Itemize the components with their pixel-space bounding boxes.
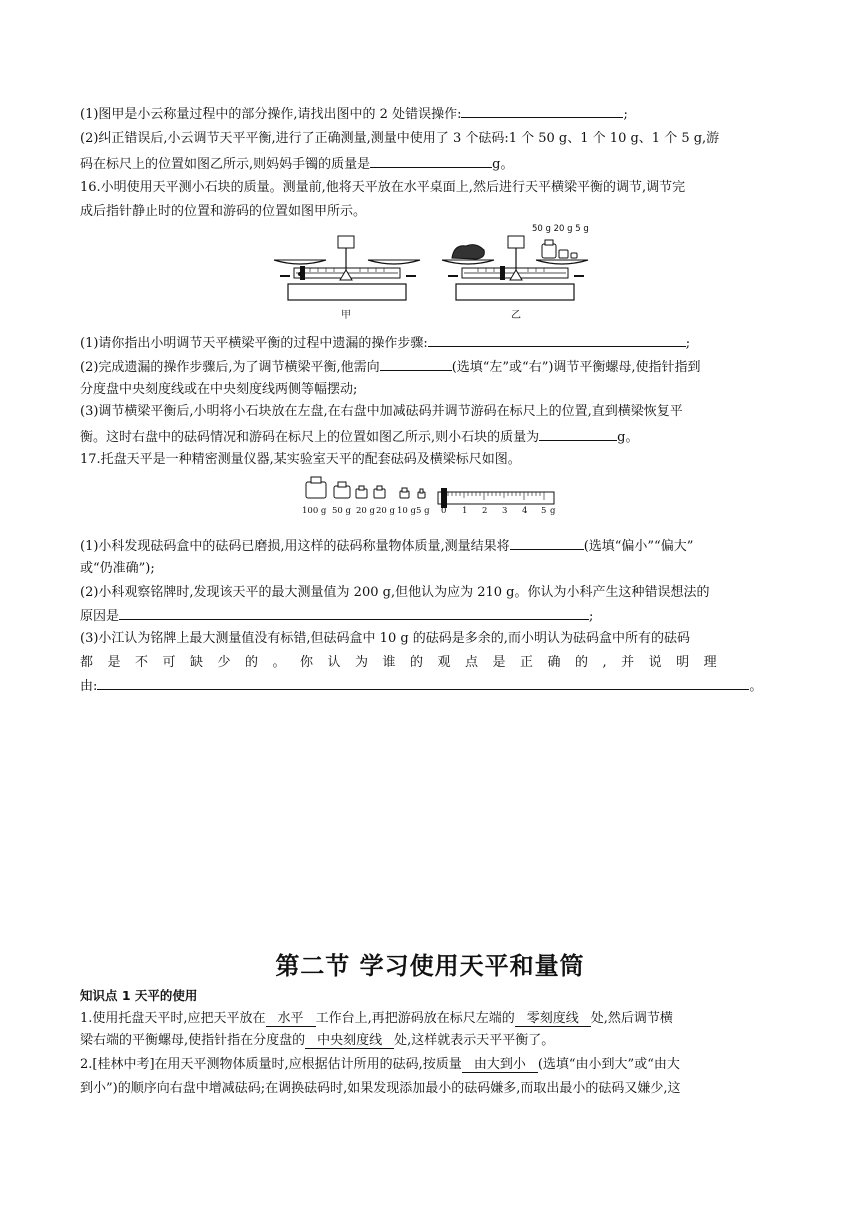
q15-part2-line1: (2)纠正错误后,小云调节天平平衡,进行了正确测量,测量中使用了 3 个砝码:1 个 50 g、1 个 10 g、1 个 5 g,游 — [80, 131, 720, 146]
knowledge-point-heading: 知识点 1 天平的使用 — [80, 988, 198, 1003]
answer-blank[interactable] — [428, 334, 686, 347]
answer-blank[interactable] — [461, 105, 623, 118]
weights-scale-figure: 100 g 50 g 20 g 20 g 10 g 5 g 0 1 2 3 4 5 g — [300, 474, 562, 520]
q17-part3-line2: 都是不可缺少的。你认为谁的观点是正确的,并说明理 — [80, 655, 732, 670]
balance-figure — [270, 222, 590, 321]
balance-illustration — [270, 222, 590, 318]
k1-line1: 1.使用托盘天平时,应把天平放在 水平 工作台上,再把游码放在标尺左端的 零刻度线 处,然后调节横 — [80, 1011, 673, 1026]
answer-blank[interactable] — [380, 358, 452, 371]
label-yi: 乙 — [511, 310, 521, 321]
q16-stem-line2: 成后指针静止时的位置和游码的位置如图甲所示。 — [80, 204, 367, 219]
q15-part2-line2: 码在标尺上的位置如图乙所示,则妈妈手镯的质量是 g。 — [80, 157, 514, 172]
k2-line1: 2.[桂林中考]在用天平测物体质量时,应根据估计所用的砝码,按质量 由大到小 (选填“由小到大”或“由大 — [80, 1057, 680, 1072]
section-title: 第二节 学习使用天平和量筒 — [275, 952, 585, 980]
q17-part3-line1: (3)小江认为铭牌上最大测量值没有标错,但砝码盒中 10 g 的砝码是多余的,而小明认为砝码盒中所有的砝码 — [80, 631, 690, 646]
weights-illustration — [300, 474, 562, 508]
label-jia: 甲 — [341, 310, 351, 321]
q16-part1: (1)请你指出小明调节天平横梁平衡的过程中遗漏的操作步骤: ; — [80, 336, 691, 351]
balance-right — [442, 236, 588, 300]
answer-blank[interactable] — [539, 428, 617, 441]
filled-answer: 中央刻度线 — [305, 1034, 394, 1049]
k1-line2: 梁右端的平衡螺母,使指针指在分度盘的 中央刻度线 处,这样就表示天平平衡了。 — [80, 1033, 555, 1048]
q17-part2-line1: (2)小科观察铭牌时,发现该天平的最大测量值为 200 g,但他认为应为 210 g。你认为小科产生这种错误想法的 — [80, 585, 710, 600]
weight-labels: 50 g 20 g 5 g — [532, 224, 589, 234]
filled-answer: 水平 — [266, 1012, 316, 1027]
q16-part2-line2: 分度盘中央刻度线或在中央刻度线两侧等幅摆动; — [80, 382, 358, 397]
filled-answer: 零刻度线 — [515, 1012, 591, 1027]
q16-part3-line2: 衡。这时右盘中的砝码情况和游码在标尺上的位置如图乙所示,则小石块的质量为 g。 — [80, 430, 639, 445]
answer-blank[interactable] — [119, 607, 589, 620]
stone-shape — [452, 245, 484, 259]
filled-answer: 由大到小 — [462, 1058, 538, 1073]
answer-blank[interactable] — [370, 155, 492, 168]
answer-blank[interactable] — [510, 537, 584, 550]
balance-left — [274, 236, 420, 300]
q17-part1-line1: (1)小科发现砝码盒中的砝码已磨损,用这样的砝码称量物体质量,测量结果将 (选填“偏小”“偏大” — [80, 539, 694, 554]
slider-rider — [441, 488, 447, 508]
q15-part1: (1)图甲是小云称量过程中的部分操作,请找出图中的 2 处错误操作: ; — [80, 107, 628, 122]
answer-blank[interactable] — [97, 677, 749, 690]
q17-part2-line2: 原因是 ; — [80, 609, 594, 624]
q16-part3-line1: (3)调节横梁平衡后,小明将小石块放在左盘,在右盘中加减砝码并调节游码在标尺上的位置,直到横梁恢复平 — [80, 404, 683, 419]
q16-part2-line1: (2)完成遗漏的操作步骤后,为了调节横梁平衡,他需向 (选填“左”或“右”)调节平衡螺母,使指针指到 — [80, 360, 701, 375]
q16-stem-line1: 16.小明使用天平测小石块的质量。测量前,他将天平放在水平桌面上,然后进行天平横梁平衡的调节,调节完 — [80, 180, 686, 195]
q17-stem: 17.托盘天平是一种精密测量仪器,某实验室天平的配套砝码及横梁标尺如图。 — [80, 452, 521, 467]
q17-part1-line2: 或“仍准确”); — [80, 561, 155, 576]
q17-part3-line3: 由: 。 — [80, 679, 763, 694]
k2-line2: 到小”)的顺序向右盘中增减砝码;在调换砝码时,如果发现添加最小的砝码嫌多,而取出最小的砝码又嫌少,这 — [80, 1081, 681, 1096]
